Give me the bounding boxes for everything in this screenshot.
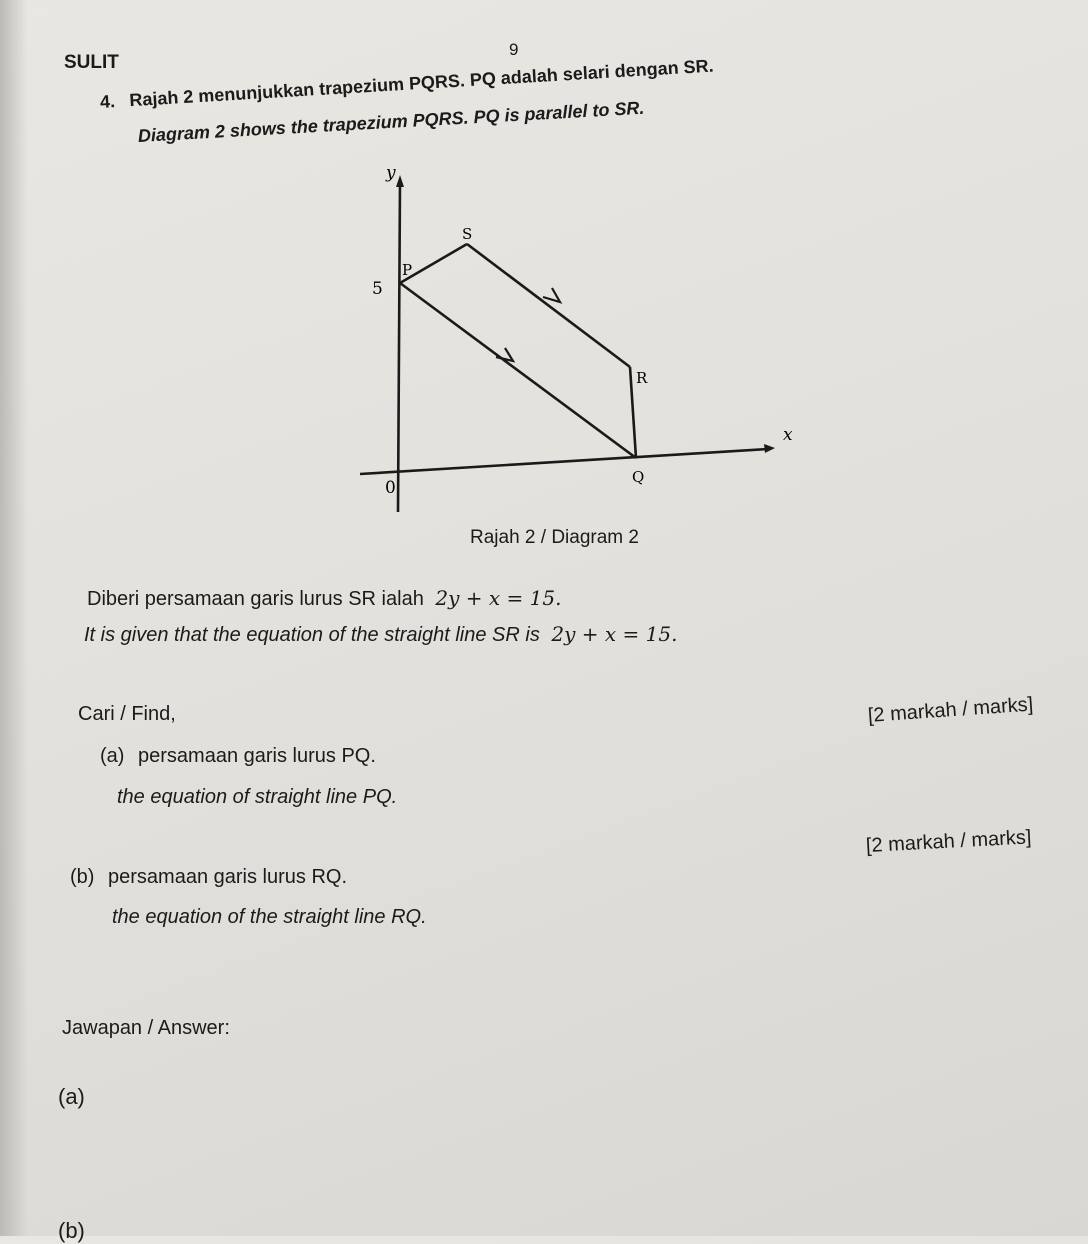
trapezium-diagram — [0, 0, 1088, 560]
given-line-en — [84, 622, 677, 647]
y-axis-arrowhead — [396, 175, 404, 187]
answer-part-b: (b) — [58, 1218, 85, 1243]
question-number: 4. — [99, 91, 116, 112]
x-axis-line — [360, 449, 768, 474]
given-equation-ms: 2y + x = 15. — [435, 586, 562, 610]
part-a-text-ms: persamaan garis lurus PQ. — [138, 745, 376, 767]
question-text-ms: Rajah 2 menunjukkan trapezium PQRS. PQ adalah selari dengan SR. — [128, 55, 715, 111]
part-b-text-en: the equation of the straight line RQ. — [112, 906, 427, 928]
header-sulit: SULIT — [64, 52, 119, 73]
answer-label: Jawapan / Answer: — [62, 1017, 230, 1039]
question-text-en: Diagram 2 shows the trapezium PQRS. PQ is parallel to SR. — [137, 97, 645, 146]
part-b-marks: [2 markah / marks] — [865, 826, 1032, 857]
part-a-line — [100, 745, 376, 768]
x-axis-arrowhead — [764, 444, 775, 453]
vertex-S-label: S — [462, 225, 473, 243]
side-SR — [467, 244, 630, 367]
parallel-mark-SR — [543, 288, 560, 302]
find-label: Cari / Find, — [78, 703, 176, 725]
part-b-text-ms: persamaan garis lurus RQ. — [108, 866, 347, 888]
x-axis-label: x — [783, 425, 793, 445]
y-axis-line — [398, 182, 400, 512]
given-line-ms — [87, 586, 561, 611]
part-b-line — [70, 866, 347, 889]
side-PQ — [400, 283, 636, 458]
given-equation-en: 2y + x = 15. — [551, 622, 678, 646]
y-tick-5: 5 — [372, 279, 383, 299]
page-number: 9 — [509, 40, 519, 59]
origin-label: 0 — [385, 478, 396, 498]
vertex-Q-label: Q — [632, 468, 645, 486]
part-b-letter: (b) — [70, 866, 95, 888]
answer-part-a: (a) — [58, 1084, 85, 1109]
given-text-en: It is given that the equation of the straight line SR is — [84, 624, 540, 646]
vertex-P-label: P — [402, 261, 413, 279]
given-text-ms: Diberi persamaan garis lurus SR ialah — [87, 588, 424, 610]
part-a-text-en: the equation of straight line PQ. — [117, 786, 398, 808]
part-a-letter: (a) — [100, 745, 125, 767]
diagram-caption: Rajah 2 / Diagram 2 — [470, 527, 639, 548]
y-axis-label: y — [386, 163, 396, 183]
part-a-marks: [2 markah / marks] — [867, 693, 1034, 727]
vertex-R-label: R — [636, 369, 648, 387]
